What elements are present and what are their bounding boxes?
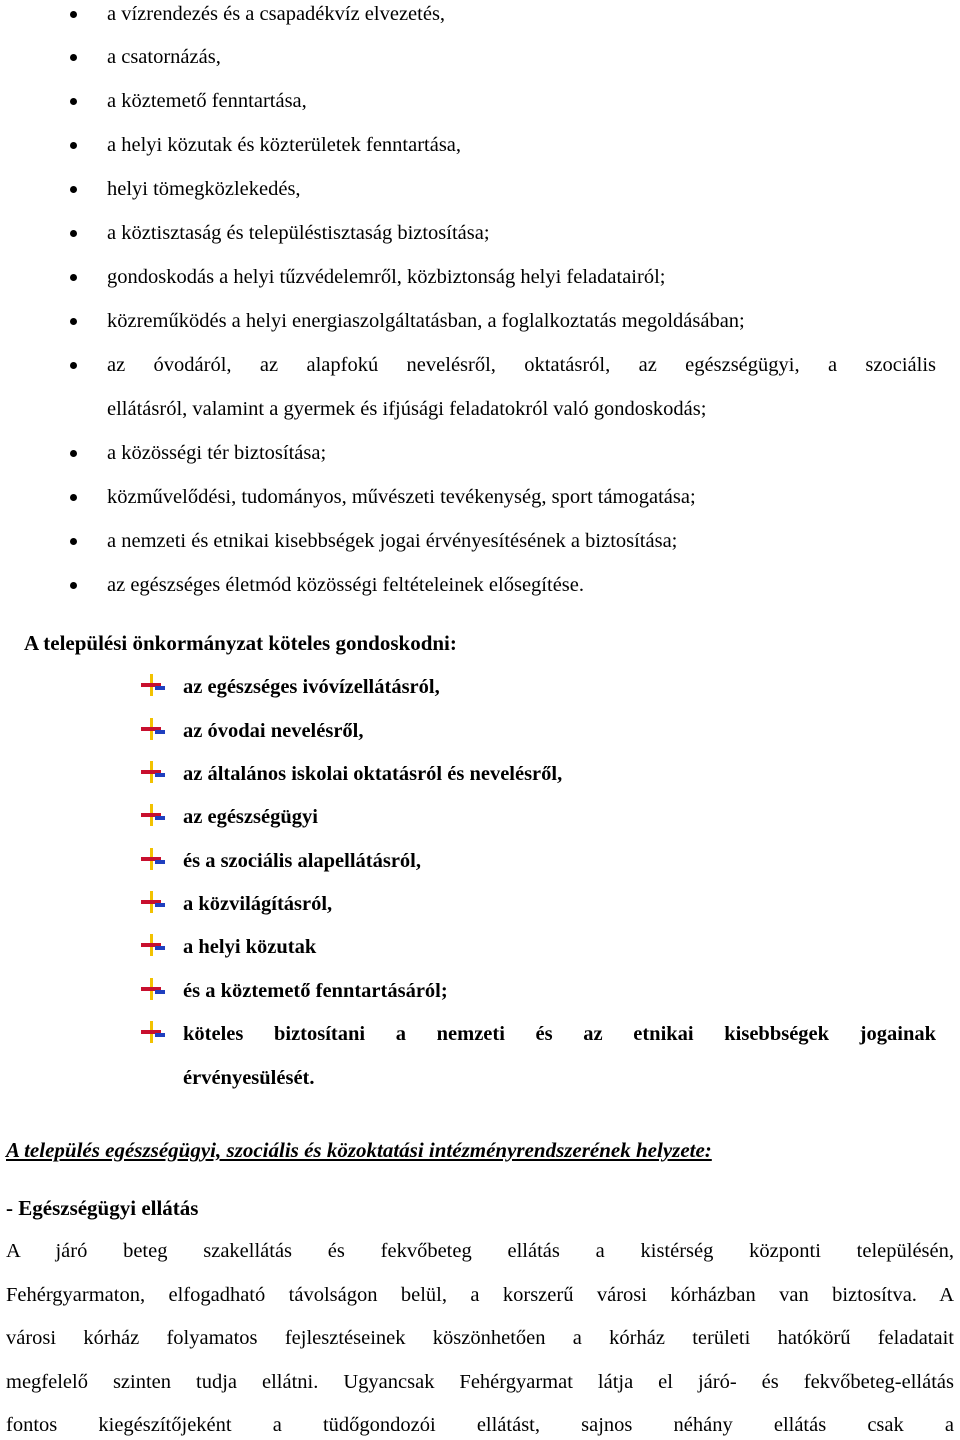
list-item: gondoskodás a helyi tűzvédelemről, közbiztonság helyi feladatairól; <box>107 266 666 288</box>
list-item: helyi tömegközlekedés, <box>107 178 301 200</box>
arrow-marker-icon <box>141 761 167 783</box>
list-item: az általános iskolai oktatásról és nevelésről, <box>183 763 563 785</box>
list-item: a helyi közutak <box>183 936 317 958</box>
list-item: a köztemető fenntartása, <box>107 90 307 112</box>
arrow-marker-icon <box>141 804 167 826</box>
list-item: és a köztemető fenntartásáról; <box>183 980 448 1002</box>
list-item: a nemzeti és etnikai kisebbségek jogai érvényesítésének a biztosítása; <box>107 530 678 552</box>
list-item: közművelődési, tudományos, művészeti tevékenység, sport támogatása; <box>107 486 696 508</box>
list-item: az óvodai nevelésről, <box>183 720 364 742</box>
arrow-marker-icon <box>141 1021 167 1043</box>
list-item: az egészséges ivóvízellátásról, <box>183 676 440 698</box>
list-item: a közvilágításról, <box>183 893 333 915</box>
bullet-dot-icon <box>70 318 77 325</box>
bullet-dot-icon <box>70 494 77 501</box>
bullet-dot-icon <box>70 186 77 193</box>
paragraph-line: városi kórház folyamatos fejlesztéseinek köszönhetően a kórház területi hatókörű feladatait <box>6 1327 954 1349</box>
bullet-dot-icon <box>70 582 77 589</box>
arrow-marker-icon <box>141 891 167 913</box>
obligations-heading: A települési önkormányzat köteles gondoskodni: <box>24 631 457 655</box>
paragraph-line: megfelelő szinten tudja ellátni. Ugyancsak Fehérgyarmat látja el járó- és fekvőbeteg-ellátás <box>6 1371 954 1393</box>
list-item: a csatornázás, <box>107 46 221 68</box>
bullet-dot-icon <box>70 450 77 457</box>
arrow-marker-icon <box>141 718 167 740</box>
list-item: és a szociális alapellátásról, <box>183 850 422 872</box>
arrow-marker-icon <box>141 978 167 1000</box>
list-item: a közösségi tér biztosítása; <box>107 442 327 464</box>
paragraph-line: A járó beteg szakellátás és fekvőbeteg ellátás a kistérség központi településén, <box>6 1240 954 1262</box>
list-item: az egészségügyi <box>183 806 318 828</box>
bullet-dot-icon <box>70 538 77 545</box>
list-item: köteles biztosítani a nemzeti és az etnikai kisebbségek jogainak <box>183 1023 936 1045</box>
list-item: az egészséges életmód közösségi feltételeinek elősegítése. <box>107 574 584 596</box>
paragraph-line: fontos kiegészítőjeként a tüdőgondozói ellátást, sajnos néhány ellátás csak a <box>6 1414 954 1436</box>
list-item: a vízrendezés és a csapadékvíz elvezetés, <box>107 3 446 25</box>
bullet-dot-icon <box>70 230 77 237</box>
list-item-continuation: érvényesülését. <box>183 1067 315 1089</box>
list-item: a helyi közutak és közterületek fenntartása, <box>107 134 462 156</box>
bullet-dot-icon <box>70 142 77 149</box>
bullet-dot-icon <box>70 274 77 281</box>
bullet-dot-icon <box>70 11 77 18</box>
list-item: az óvodáról, az alapfokú nevelésről, oktatásról, az egészségügyi, a szociális <box>107 354 936 376</box>
arrow-marker-icon <box>141 848 167 870</box>
bullet-dot-icon <box>70 362 77 369</box>
paragraph-line: Fehérgyarmaton, elfogadható távolságon belül, a korszerű városi kórházban van biztosítva. A <box>6 1284 954 1306</box>
list-item-continuation: ellátásról, valamint a gyermek és ifjúsági feladatokról való gondoskodás; <box>107 398 707 420</box>
arrow-marker-icon <box>141 934 167 956</box>
bullet-dot-icon <box>70 98 77 105</box>
list-item: közreműködés a helyi energiaszolgáltatásban, a foglalkoztatás megoldásában; <box>107 310 745 332</box>
subsection-title: - Egészségügyi ellátás <box>6 1196 199 1220</box>
section-title: A település egészségügyi, szociális és közoktatási intézményrendszerének helyzete: <box>6 1138 712 1162</box>
bullet-dot-icon <box>70 54 77 61</box>
arrow-marker-icon <box>141 674 167 696</box>
list-item: a köztisztaság és településtisztaság biztosítása; <box>107 222 490 244</box>
